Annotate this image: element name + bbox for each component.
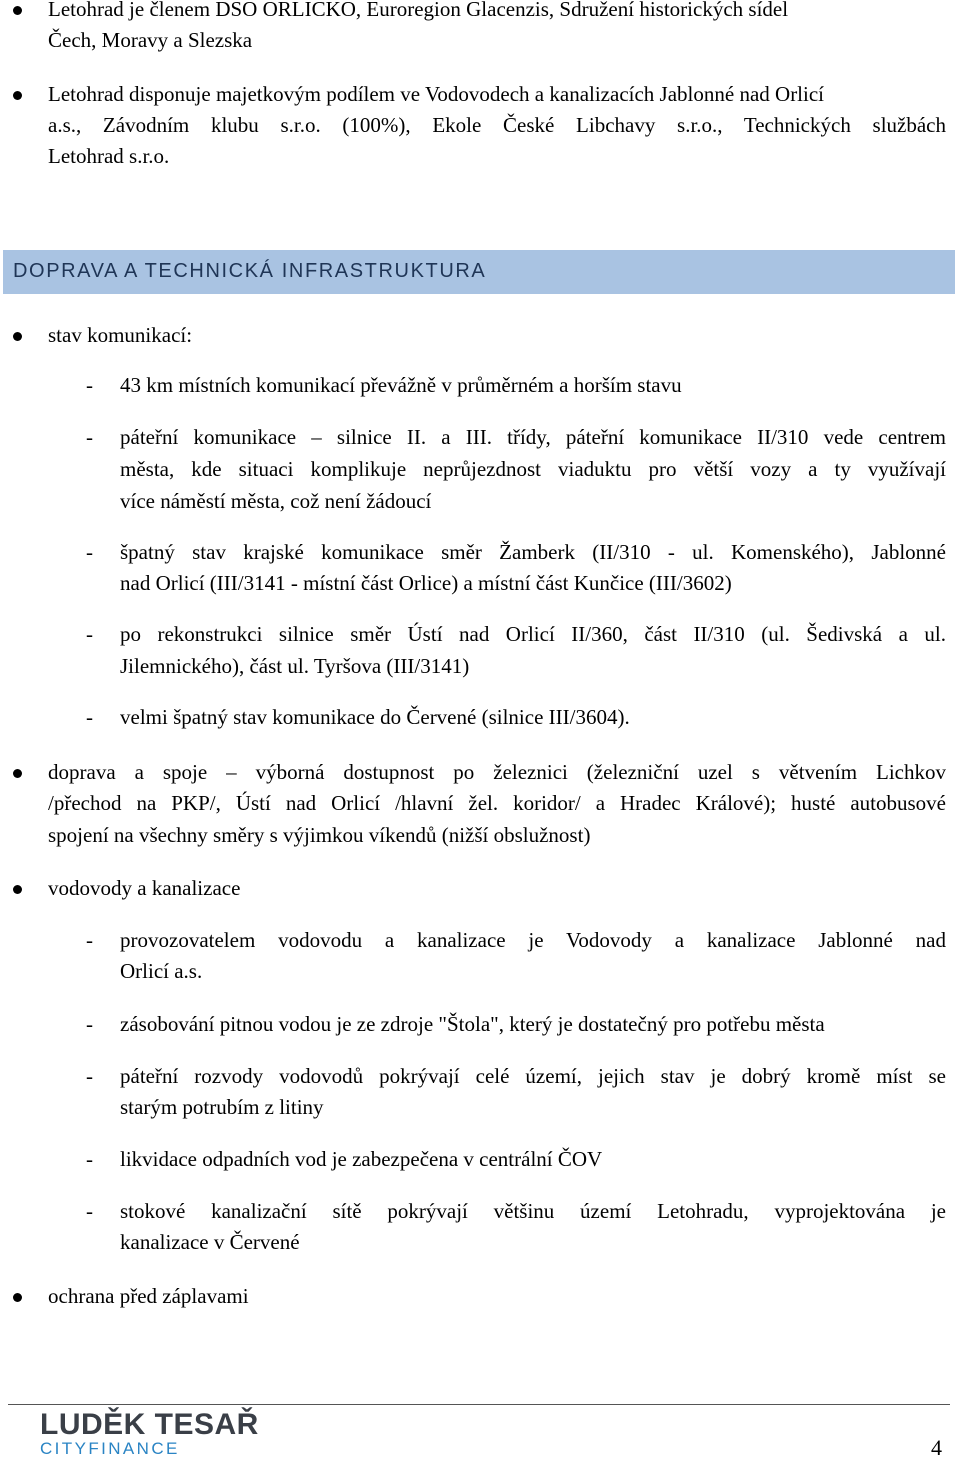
bullet-icon <box>13 769 22 778</box>
dash-marker: - <box>86 1147 93 1171</box>
intro-text: Letohrad s.r.o. <box>48 144 170 168</box>
roads-item: Jilemnického), část ul. Tyršova (III/3141) <box>120 654 470 678</box>
dash-marker: - <box>86 540 93 564</box>
transport-text: spojení na všechny směry s výjimkou víkendů (nižší obslužnost) <box>48 823 591 847</box>
logo-subtitle: CITYFINANCE <box>40 1439 180 1458</box>
transport-text: doprava a spoje – výborná dostupnost po železnici (železniční uzel s větvením Lichkov <box>48 760 946 784</box>
bullet-icon <box>13 332 22 341</box>
roads-item: 43 km místních komunikací převážně v průměrném a horším stavu <box>120 373 682 397</box>
water-item: zásobování pitnou vodou je ze zdroje "Štola", který je dostatečný pro potřebu města <box>120 1012 825 1036</box>
water-item: starým potrubím z litiny <box>120 1095 324 1119</box>
dash-marker: - <box>86 425 93 449</box>
intro-text: Letohrad disponuje majetkovým podílem ve Vodovodech a kanalizacích Jablonné nad Orlicí <box>48 82 825 106</box>
intro-text: Čech, Moravy a Slezska <box>48 28 253 52</box>
dash-marker: - <box>86 1199 93 1223</box>
flood-heading: ochrana před záplavami <box>48 1284 249 1308</box>
dash-marker: - <box>86 373 93 397</box>
intro-text: a.s., Závodním klubu s.r.o. (100%), Ekole České Libchavy s.r.o., Technických službách <box>48 113 946 137</box>
water-item: provozovatelem vodovodu a kanalizace je Vodovody a kanalizace Jablonné nad <box>120 928 946 952</box>
bullet-icon <box>13 91 22 100</box>
water-item: stokové kanalizační sítě pokrývají většinu území Letohradu, vyprojektována je <box>120 1199 946 1223</box>
section-title: DOPRAVA A TECHNICKÁ INFRASTRUKTURA <box>13 260 487 282</box>
water-item: kanalizace v Červené <box>120 1230 300 1254</box>
dash-marker: - <box>86 928 93 952</box>
roads-item: města, kde situaci komplikuje neprůjezdnost viaduktu pro větší vozy a ty využívají <box>120 457 946 481</box>
transport-text: /přechod na PKP/, Ústí nad Orlicí /hlavní žel. koridor/ a Hradec Králové); husté autobusové <box>48 791 946 815</box>
dash-marker: - <box>86 705 93 729</box>
roads-item: po rekonstrukci silnice směr Ústí nad Orlicí II/360, část II/310 (ul. Šedivská a ul. <box>120 622 946 646</box>
page-number: 4 <box>931 1435 942 1460</box>
footer-divider <box>8 1404 950 1405</box>
water-item: páteřní rozvody vodovodů pokrývají celé území, jejich stav je dobrý kromě míst se <box>120 1064 946 1088</box>
bullet-icon <box>13 885 22 894</box>
roads-heading: stav komunikací: <box>48 323 193 347</box>
dash-marker: - <box>86 622 93 646</box>
roads-item: velmi špatný stav komunikace do Červené (silnice III/3604). <box>120 705 630 729</box>
water-heading: vodovody a kanalizace <box>48 876 241 900</box>
bullet-icon <box>13 1293 22 1302</box>
dash-marker: - <box>86 1064 93 1088</box>
intro-text: Letohrad je členem DSO ORLICKO, Euroregion Glacenzis, Sdružení historických sídel <box>48 0 789 21</box>
logo-name: LUDĚK TESAŘ <box>40 1408 259 1441</box>
roads-item: špatný stav krajské komunikace směr Žamberk (II/310 - ul. Komenského), Jablonné <box>120 540 946 564</box>
water-item: Orlicí a.s. <box>120 959 203 983</box>
roads-item: nad Orlicí (III/3141 - místní část Orlice) a místní část Kunčice (III/3602) <box>120 571 732 595</box>
roads-item: více náměstí města, což není žádoucí <box>120 489 432 513</box>
bullet-icon <box>13 6 22 15</box>
dash-marker: - <box>86 1012 93 1036</box>
roads-item: páteřní komunikace – silnice II. a III. třídy, páteřní komunikace II/310 vede centrem <box>120 425 946 449</box>
water-item: likvidace odpadních vod je zabezpečena v centrální ČOV <box>120 1147 603 1171</box>
